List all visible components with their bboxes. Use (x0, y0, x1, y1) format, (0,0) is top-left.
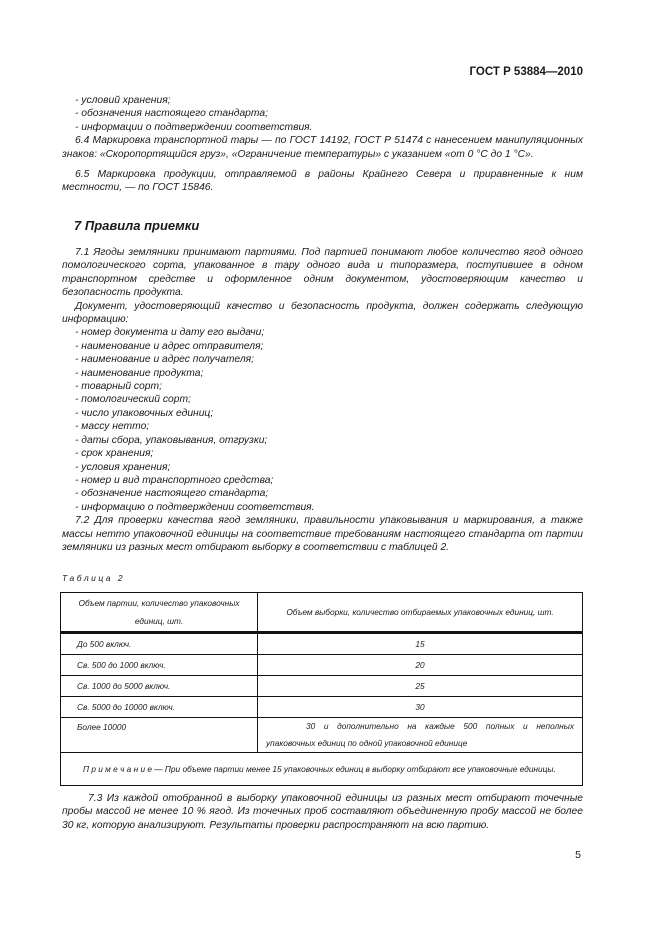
section-6-continuation (62, 94, 583, 195)
lot-size-cell: Св. 500 до 1000 включ. (61, 655, 258, 676)
paragraph-6-5: 6.5 Маркировка продукции, отправляемой в районы Крайнего Севера и приравненные к ним местности, — по ГОСТ 15846. (62, 169, 583, 194)
section-heading: 7 Правила приемки (74, 218, 200, 233)
table-note: П р и м е ч а н и е — При объеме партии менее 15 упаковочных единиц в выборку отбирают все упаковочные единицы. (61, 753, 583, 786)
list-item: - условия хранения; (75, 461, 171, 473)
list-item: - наименование и адрес отправителя; (75, 340, 264, 352)
lot-size-cell: До 500 включ. (61, 633, 258, 655)
document-id-header: ГОСТ Р 53884—2010 (469, 66, 583, 78)
table-caption: Таблица 2 (62, 573, 126, 583)
table-note-row (61, 753, 583, 786)
sample-size-cell: 25 (258, 676, 583, 697)
table-header-row (61, 593, 583, 633)
list-item: - информации о подтверждении соответствия. (75, 121, 313, 133)
list-item: - номер документа и дату его выдачи; (75, 327, 265, 339)
sample-size-cell: 30 (258, 697, 583, 718)
page-number: 5 (575, 849, 581, 861)
lot-size-cell: Св. 5000 до 10000 включ. (61, 697, 258, 718)
sample-size-cell: 20 (258, 655, 583, 676)
sample-size-cell: 30 и дополнительно на каждые 500 полных и неполных упаковочных единиц по одной упаковочной единице (258, 718, 583, 753)
sample-size-cell: 15 (258, 633, 583, 655)
list-item: - массу нетто; (75, 421, 150, 433)
list-item: - срок хранения; (75, 448, 154, 460)
section-7-3 (62, 792, 583, 832)
table-row (61, 697, 583, 718)
list-item: - помологический сорт; (75, 394, 191, 406)
list-item: - наименование и адрес получателя; (75, 354, 254, 366)
column-header: Объем выборки, количество отбираемых упаковочных единиц, шт. (258, 593, 583, 633)
table-row (61, 655, 583, 676)
list-item: - информацию о подтверждении соответствия. (75, 501, 315, 513)
paragraph-document: Документ, удостоверяющий качество и безопасность продукта, должен содержать следующую информацию: (62, 300, 583, 326)
paragraph-6-4: 6.4 Маркировка транспортной тары — по ГОСТ 14192, ГОСТ Р 51474 с нанесением манипуляционных знаков: «Скоропортящийся груз», «Ограничение температуры» с указанием «от 0 °С до 1 °С». (62, 135, 583, 160)
table-row (61, 633, 583, 655)
list-item: - номер и вид транспортного средства; (75, 474, 274, 486)
list-item: - число упаковочных единиц; (75, 407, 214, 419)
list-item: - товарный сорт; (75, 381, 162, 393)
paragraph-7-2: 7.2 Для проверки качества ягод земляники, правильности упаковывания и маркирования, а также массы нетто упаковочной единицы на соответствие требованиям настоящего стандарта от партии земляники из разных мест отбирают выборку в соответствии с таблицей 2. (62, 515, 583, 553)
table-row (61, 718, 583, 753)
list-item: - обозначение настоящего стандарта; (75, 488, 269, 500)
lot-size-cell: Более 10000 (61, 718, 258, 753)
list-item: - обозначения настоящего стандарта; (75, 108, 268, 120)
lot-size-cell: Св. 1000 до 5000 включ. (61, 676, 258, 697)
paragraph-7-3: 7.3 Из каждой отобранной в выборку упаковочной единицы из разных мест отбирают точечные пробы массой не менее 10 % ягод. Из точечных проб составляют объединенную пробу массой не более 30 кг, которую анализируют. Результаты проверки распространяют на всю партию. (62, 793, 583, 831)
sampling-table (60, 592, 583, 786)
table-row (61, 676, 583, 697)
column-header: Объем партии, количество упаковочных единиц, шт. (61, 593, 258, 633)
list-item: - условий хранения; (75, 95, 171, 106)
list-item: - даты сбора, упаковывания, отгрузки; (75, 434, 268, 446)
section-7-body (62, 246, 583, 554)
list-item: - наименование продукта; (75, 367, 204, 379)
paragraph-7-1: 7.1 Ягоды земляники принимают партиями. Под партией понимают любое количество ягод одного помологического сорта, упакованное в тару одного вида и типоразмера, поступившее в одном транспортном средстве и оформленное одним документом, удостоверяющим качество и безопасность продукта. (62, 247, 583, 299)
